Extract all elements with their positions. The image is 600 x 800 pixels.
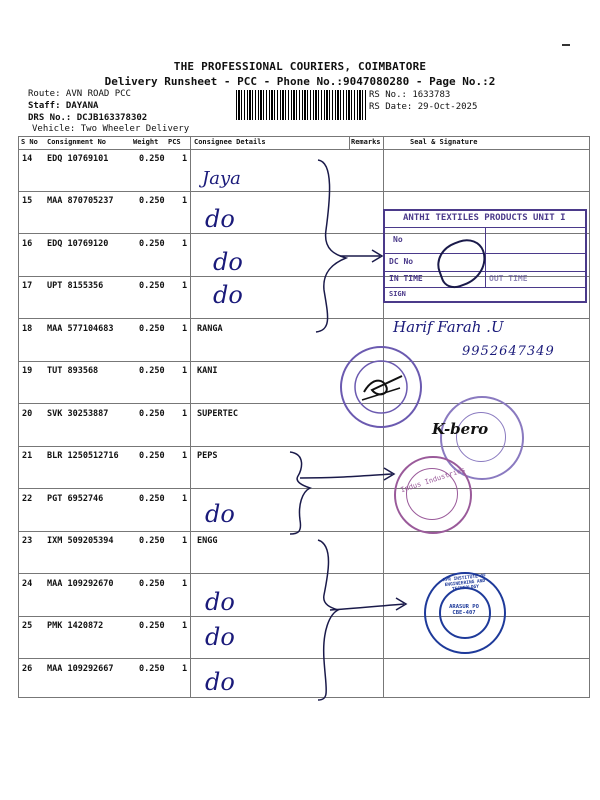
round-seal-stamp: [340, 346, 422, 428]
handwritten-phone: 9952647349: [462, 344, 555, 359]
rs-number: RS No.: 1633783: [369, 90, 451, 100]
col-consignee: Consignee Details: [194, 138, 266, 146]
col-pcs: PCS: [168, 138, 181, 146]
col-weight: Weight: [133, 138, 159, 146]
handwritten-ditto: do: [213, 248, 243, 276]
route-label: Route: AVN ROAD PCC: [28, 89, 131, 99]
handwritten-ditto: do: [205, 668, 235, 696]
drs-label: DRS No.: DCJB163378302: [28, 113, 148, 123]
company-title: THE PROFESSIONAL COURIERS, COIMBATORE: [173, 60, 427, 73]
handwritten-ditto: do: [213, 281, 243, 309]
col-consignment: Consignment No: [47, 138, 107, 146]
rs-date: RS Date: 29-Oct-2025: [369, 102, 478, 112]
handwritten-signature: Harif Farah .U: [393, 318, 504, 336]
col-remarks: Remarks: [351, 138, 381, 146]
col-seal: Seal & Signature: [410, 138, 478, 146]
vehicle-label: Vehicle: Two Wheeler Delivery: [32, 124, 190, 134]
textiles-stamp: ANTHI TEXTILES PRODUCTS UNIT I No DC No IN TIME OUT TIME SIGN: [383, 209, 587, 303]
col-sno: S No: [21, 138, 38, 146]
industries-stamp: Indus Industries: [394, 456, 472, 534]
handwritten-ditto: do: [205, 623, 235, 651]
handwritten-name: Jaya: [202, 168, 241, 189]
staff-label: Staff: DAYANA: [28, 101, 99, 111]
kbero-text: K-bero: [432, 420, 489, 438]
handwritten-ditto: do: [205, 588, 235, 616]
handwritten-ditto: do: [205, 500, 235, 528]
handwritten-ditto: do: [205, 205, 235, 233]
runsheet-subtitle: Delivery Runsheet - PCC - Phone No.:9047080280 - Page No.:2: [104, 75, 496, 88]
college-stamp: KPR INSTITUTE OF ENGINEERING AND TECHNOLOGY ARASUR PO CBE-407: [424, 572, 506, 654]
signature-scribble: [342, 348, 420, 426]
